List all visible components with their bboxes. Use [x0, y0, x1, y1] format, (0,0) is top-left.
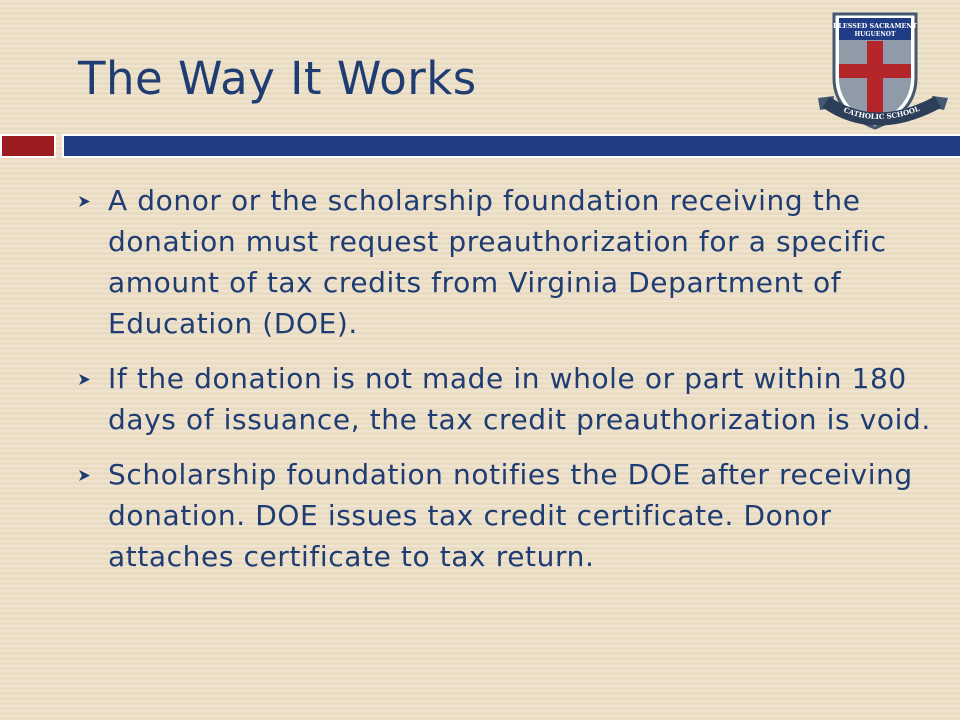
bullet-list	[78, 180, 938, 591]
bullet-text-1: A donor or the scholarship foundation receiving the donation must request preauthorization for a specific amount of tax credits from Virginia Department of Education (DOE).	[108, 184, 887, 340]
bullet-item-1	[78, 180, 938, 344]
bullet-text-3: Scholarship foundation notifies the DOE after receiving donation. DOE issues tax credit certificate. Donor attaches certificate to tax return.	[108, 458, 913, 573]
arrowhead-bullet-icon	[78, 195, 91, 208]
logo-text-line1: BLESSED SACRAMENT	[833, 22, 917, 30]
bullet-item-2	[78, 358, 938, 440]
arrowhead-bullet-icon	[78, 373, 91, 386]
title-rule-red-block	[0, 134, 56, 158]
logo-banner-text: CATHOLIC SCHOOL	[842, 103, 921, 122]
title-rule-blue-bar	[62, 134, 960, 158]
logo-text-line2: HUGUENOT	[854, 31, 896, 38]
slide-title: The Way It Works	[78, 52, 477, 105]
arrowhead-bullet-icon	[78, 469, 91, 482]
bullet-text-2: If the donation is not made in whole or part within 180 days of issuance, the tax credit preauthorization is void.	[108, 362, 931, 436]
bullet-item-3	[78, 454, 938, 577]
school-crest-logo	[812, 8, 952, 136]
